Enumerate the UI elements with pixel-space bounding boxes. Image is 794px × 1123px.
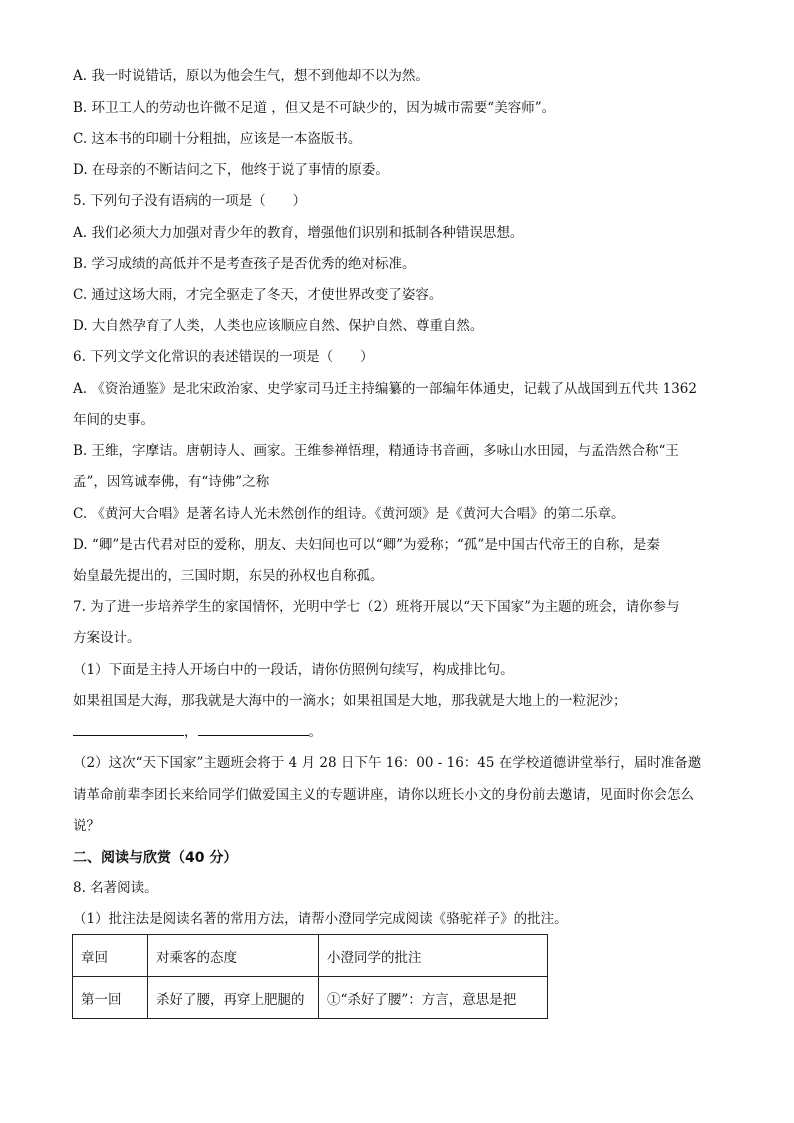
q4-option-b: B. 环卫工人的劳动也许微不足道 ，但又是不可缺少的，因为城市需要“美容师”。 — [73, 100, 556, 116]
q6-option-b-line2: 孟”，因笃诚奉佛，有“诗佛”之称 — [73, 474, 270, 490]
q7-part2-line2: 请革命前辈李团长来给同学们做爱国主义的专题讲座，请你以班长小文的身份前去邀请，见面时你会怎么 — [73, 787, 694, 803]
q7-stem-line2: 方案设计。 — [73, 630, 141, 646]
table-cell: 杀好了腰，再穿上肥腿的 — [148, 977, 319, 1019]
q4-option-a: A. 我一时说错话，原以为他会生气，想不到他却不以为然。 — [73, 68, 429, 84]
q6-option-d-line2: 始皇最先提出的，三国时期，东吴的孙权也自称孤。 — [73, 568, 384, 584]
q6-option-c: C. 《黄河大合唱》是著名诗人光未然创作的组诗。《黄河颂》是《黄河大合唱》的第二乐章。 — [73, 506, 625, 522]
q6-option-b-line1: B. 王维，字摩诘。唐朝诗人、画家。王维参禅悟理，精通诗书音画，多咏山水田园，与孟浩然合称“王 — [73, 443, 679, 459]
q8-part1: （1）批注法是阅读名著的常用方法，请帮小澄同学完成阅读《骆驼祥子》的批注。 — [73, 911, 568, 927]
table-cell: 第一回 — [73, 977, 148, 1019]
table-header-cell: 对乘客的态度 — [148, 935, 319, 977]
q4-option-c: C. 这本书的印刷十分粗拙，应该是一本盗版书。 — [73, 131, 362, 147]
q5-option-d: D. 大自然孕育了人类，人类也应该顺应自然、保护自然、尊重自然。 — [73, 318, 484, 334]
q6-option-a-line2: 年间的史事。 — [73, 412, 154, 428]
blank-end: 。 — [308, 724, 322, 740]
q7-answer-blanks — [73, 722, 723, 742]
q5-stem: 5. 下列句子没有语病的一项是（ ） — [73, 193, 307, 209]
q7-stem-line1: 7. 为了进一步培养学生的家国情怀，光明中学七（2）班将开展以“天下国家”为主题的班会，请你参与 — [73, 599, 680, 615]
q7-example-sentence: 如果祖国是大海，那我就是大海中的一滴水；如果祖国是大地，那我就是大地上的一粒泥沙； — [73, 693, 627, 709]
q5-option-b: B. 学习成绩的高低并不是考查孩子是否优秀的绝对标准。 — [73, 256, 416, 272]
table-header-cell: 小澄同学的批注 — [319, 935, 548, 977]
table-header-cell: 章回 — [73, 935, 148, 977]
q7-part2-line1: （2）这次“天下国家”主题班会将于 4 月 28 日下午 16：00 - 16：45 在学校道德讲堂举行，届时准备邀 — [73, 755, 702, 771]
answer-blank-2[interactable] — [198, 722, 309, 736]
q6-stem: 6. 下列文学文化常识的表述错误的一项是（ ） — [73, 349, 374, 365]
q6-option-a-line1: A. 《资治通鉴》是北宋政治家、史学家司马迁主持编纂的一部编年体通史，记载了从战国到五代共 1362 — [73, 381, 697, 397]
q7-part1: （1）下面是主持人开场白中的一段话，请你仿照例句续写，构成排比句。 — [73, 662, 514, 678]
answer-blank-1[interactable] — [73, 722, 184, 736]
blank-separator: ， — [184, 724, 198, 740]
q8-stem: 8. 名著阅读。 — [73, 880, 158, 896]
q6-option-d-line1: D. “卿”是古代君对臣的爱称，朋友、夫妇间也可以“卿”为爱称；“孤”是中国古代帝王的自称，是秦 — [73, 537, 660, 553]
section-title: 二、阅读与欣赏（40 分） — [73, 850, 238, 866]
q5-option-a: A. 我们必须大力加强对青少年的教育，增强他们识别和抵制各种错误思想。 — [73, 225, 524, 241]
q5-option-c: C. 通过这场大雨，才完全驱走了冬天，才使世界改变了姿容。 — [73, 287, 443, 303]
table-header-row — [73, 935, 548, 977]
table-row — [73, 977, 548, 1019]
q7-part2-line3: 说？ — [73, 818, 100, 834]
table-cell: ①“杀好了腰”：方言，意思是把 — [319, 977, 548, 1019]
annotation-table — [72, 934, 548, 1019]
q4-option-d: D. 在母亲的不断诘问之下，他终于说了事情的原委。 — [73, 162, 389, 178]
